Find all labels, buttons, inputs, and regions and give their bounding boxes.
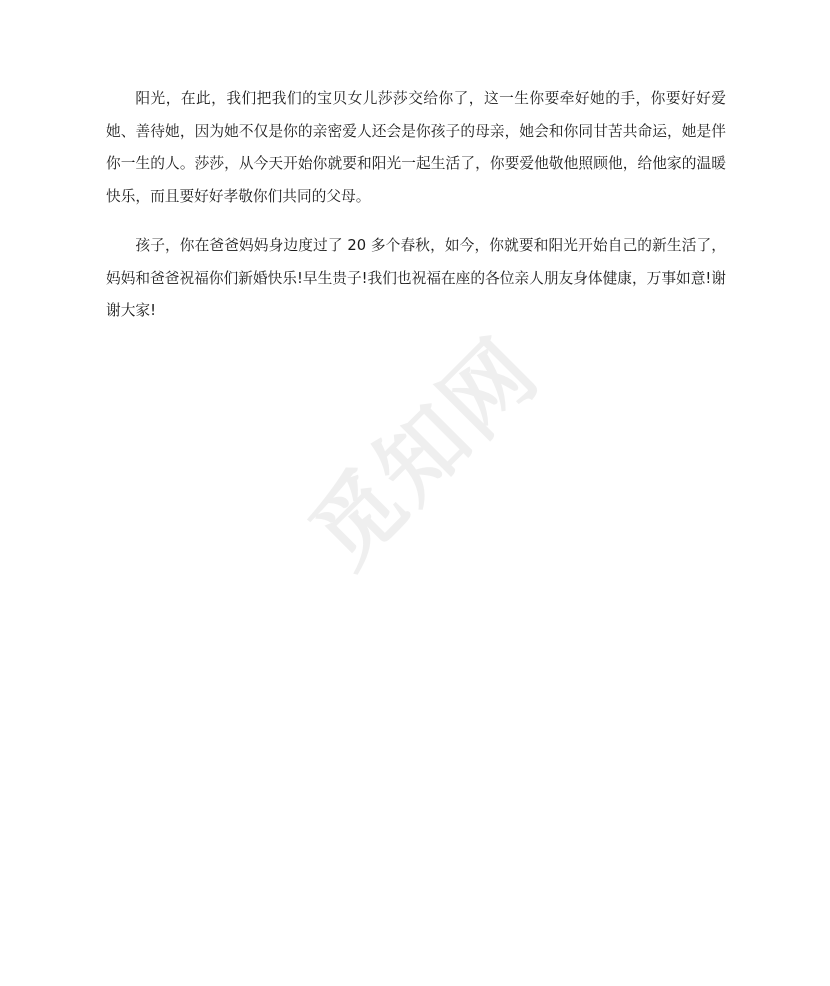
watermark-logo: 觅知网 [290,318,559,587]
paragraph-blessing-guests: 孩子，你在爸爸妈妈身边度过了 20 多个春秋，如今，你就要和阳光开始自己的新生活了，妈妈和爸爸祝福你们新婚快乐!早生贵子!我们也祝福在座的各位亲人朋友身体健康，万事如意!谢谢大家! [106,237,726,319]
document-body [106,83,726,345]
paragraph-blessing-couple: 阳光，在此，我们把我们的宝贝女儿莎莎交给你了，这一生你要牵好她的手，你要好好爱她、善待她，因为她不仅是你的亲密爱人还会是你孩子的母亲，她会和你同甘苦共命运，她是伴你一生的人。莎莎，从今天开始你就要和阳光一起生活了，你要爱他敬他照顾他，给他家的温暖快乐，而且要好好孝敬你们共同的父母。 [106,90,726,205]
